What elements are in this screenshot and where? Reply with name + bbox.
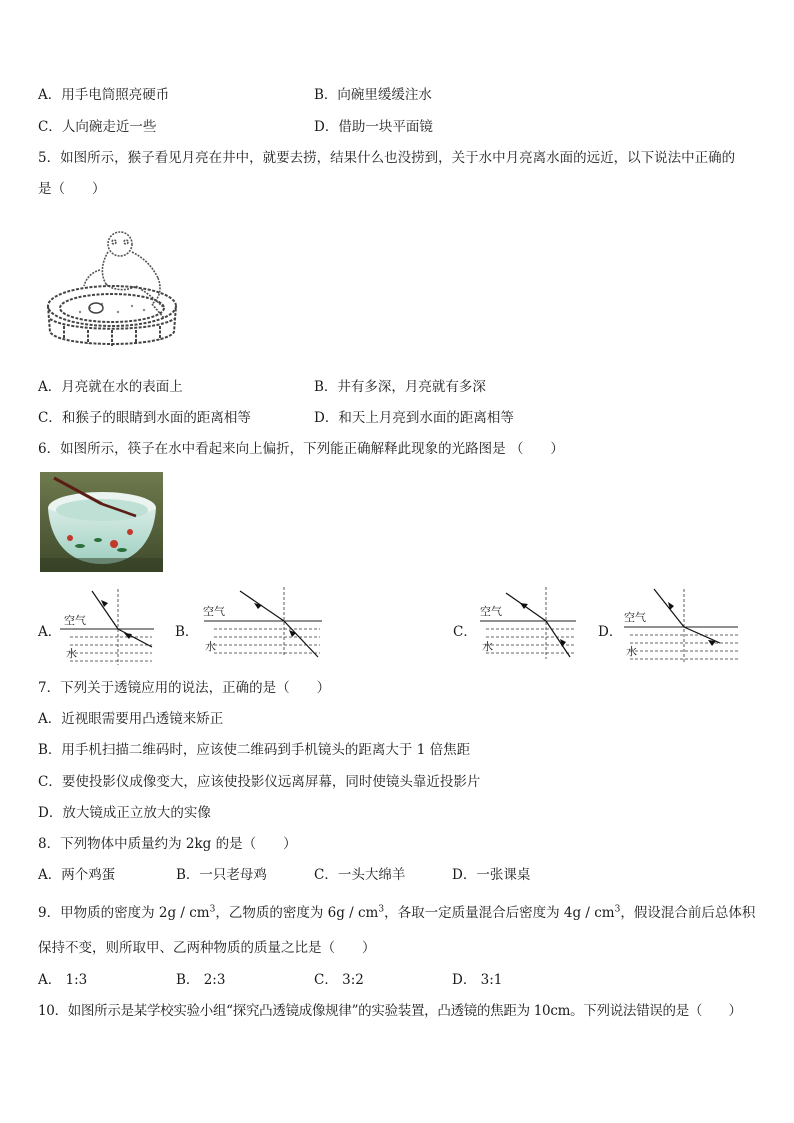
q8-stem: 8．下列物体中质量约为 2kg 的是（ ） xyxy=(38,836,297,852)
q6-diagram-b-air-label: 空气 xyxy=(203,605,225,618)
q6-diagram-a-water-label: 水 xyxy=(66,647,77,660)
q6-stem: 6．如图所示，筷子在水中看起来向上偏折，下列能正确解释此现象的光路图是 （ ） xyxy=(38,441,564,457)
q4-option-b: B．向碗里缓缓注水 xyxy=(314,87,432,103)
q6-diagram-c xyxy=(476,585,580,665)
q9-stem-part3: ，各取一定质量混合后密度为 4g / cm xyxy=(384,905,615,921)
q6-diagram-a-air-label: 空气 xyxy=(64,614,86,627)
q6-diagram-d-label: D． xyxy=(598,624,623,640)
q5-stem-line1: 5．如图所示，猴子看见月亮在井中，就要去捞，结果什么也没捞到，关于水中月亮离水面的远近，以下说法中正确的 xyxy=(38,150,736,166)
q6-diagram-a-label: A． xyxy=(38,624,62,640)
q6-diagram-c-air-label: 空气 xyxy=(480,605,502,618)
q9-stem-part1: 9．甲物质的密度为 2g / cm xyxy=(38,905,210,921)
q6-diagram-c-water-label: 水 xyxy=(482,640,493,653)
q7-stem: 7．下列关于透镜应用的说法，正确的是（ ） xyxy=(38,680,331,696)
q9-sup-1: 3 xyxy=(209,904,216,915)
q5-stem-line2: 是（ ） xyxy=(38,181,106,197)
monkey-well-image xyxy=(40,222,198,357)
q5-option-b: B．井有多深，月亮就有多深 xyxy=(314,379,486,395)
q9-option-d: D． 3:1 xyxy=(452,972,503,988)
q9-stem-part4: ，假设混合前后总体积 xyxy=(620,905,756,921)
q9-stem-line2: 保持不变，则所取甲、乙两种物质的质量之比是（ ） xyxy=(38,940,376,956)
q7-option-b: B．用手机扫描二维码时，应该使二维码到手机镜头的距离大于 1 倍焦距 xyxy=(38,742,471,758)
q6-diagram-a xyxy=(60,585,160,665)
q9-stem-part2: ，乙物质的密度为 6g / cm xyxy=(215,905,379,921)
q6-diagram-c-label: C． xyxy=(453,624,477,640)
q6-diagram-b xyxy=(200,585,324,665)
chopstick-bowl-photo xyxy=(40,472,163,572)
q6-diagram-d xyxy=(620,585,742,665)
q6-diagram-b-label: B． xyxy=(175,624,199,640)
q10-stem: 10．如图所示是某学校实验小组“探究凸透镜成像规律”的实验装置，凸透镜的焦距为 10cm。下列说法错误的是（ ） xyxy=(38,1003,742,1019)
q7-option-c: C．要使投影仪成像变大，应该使投影仪远离屏幕，同时使镜头靠近投影片 xyxy=(38,774,481,790)
q4-option-d: D．借助一块平面镜 xyxy=(314,119,433,135)
q4-option-c: C．人向碗走近一些 xyxy=(38,119,157,135)
q9-stem-line1 xyxy=(38,901,755,921)
q5-option-d: D．和天上月亮到水面的距离相等 xyxy=(314,410,514,426)
q9-sup-2: 3 xyxy=(378,904,385,915)
q9-option-a: A． 1:3 xyxy=(38,972,88,988)
q7-option-d: D．放大镜成正立放大的实像 xyxy=(38,805,211,821)
q8-option-c: C．一头大绵羊 xyxy=(314,867,406,883)
q9-option-c: C． 3:2 xyxy=(314,972,364,988)
q6-diagram-d-air-label: 空气 xyxy=(624,611,646,624)
q8-option-a: A．两个鸡蛋 xyxy=(38,867,116,883)
q8-option-d: D．一张课桌 xyxy=(452,867,531,883)
q5-option-a: A．月亮就在水的表面上 xyxy=(38,379,183,395)
q8-option-b: B．一只老母鸡 xyxy=(176,867,267,883)
q9-sup-3: 3 xyxy=(614,904,621,915)
q6-diagram-d-water-label: 水 xyxy=(626,645,637,658)
q5-option-c: C．和猴子的眼睛到水面的距离相等 xyxy=(38,410,251,426)
q4-option-a: A．用手电筒照亮硬币 xyxy=(38,87,170,103)
q6-diagram-b-water-label: 水 xyxy=(205,640,216,653)
q9-option-b: B． 2:3 xyxy=(176,972,226,988)
q7-option-a: A．近视眼需要用凸透镜来矫正 xyxy=(38,711,224,727)
